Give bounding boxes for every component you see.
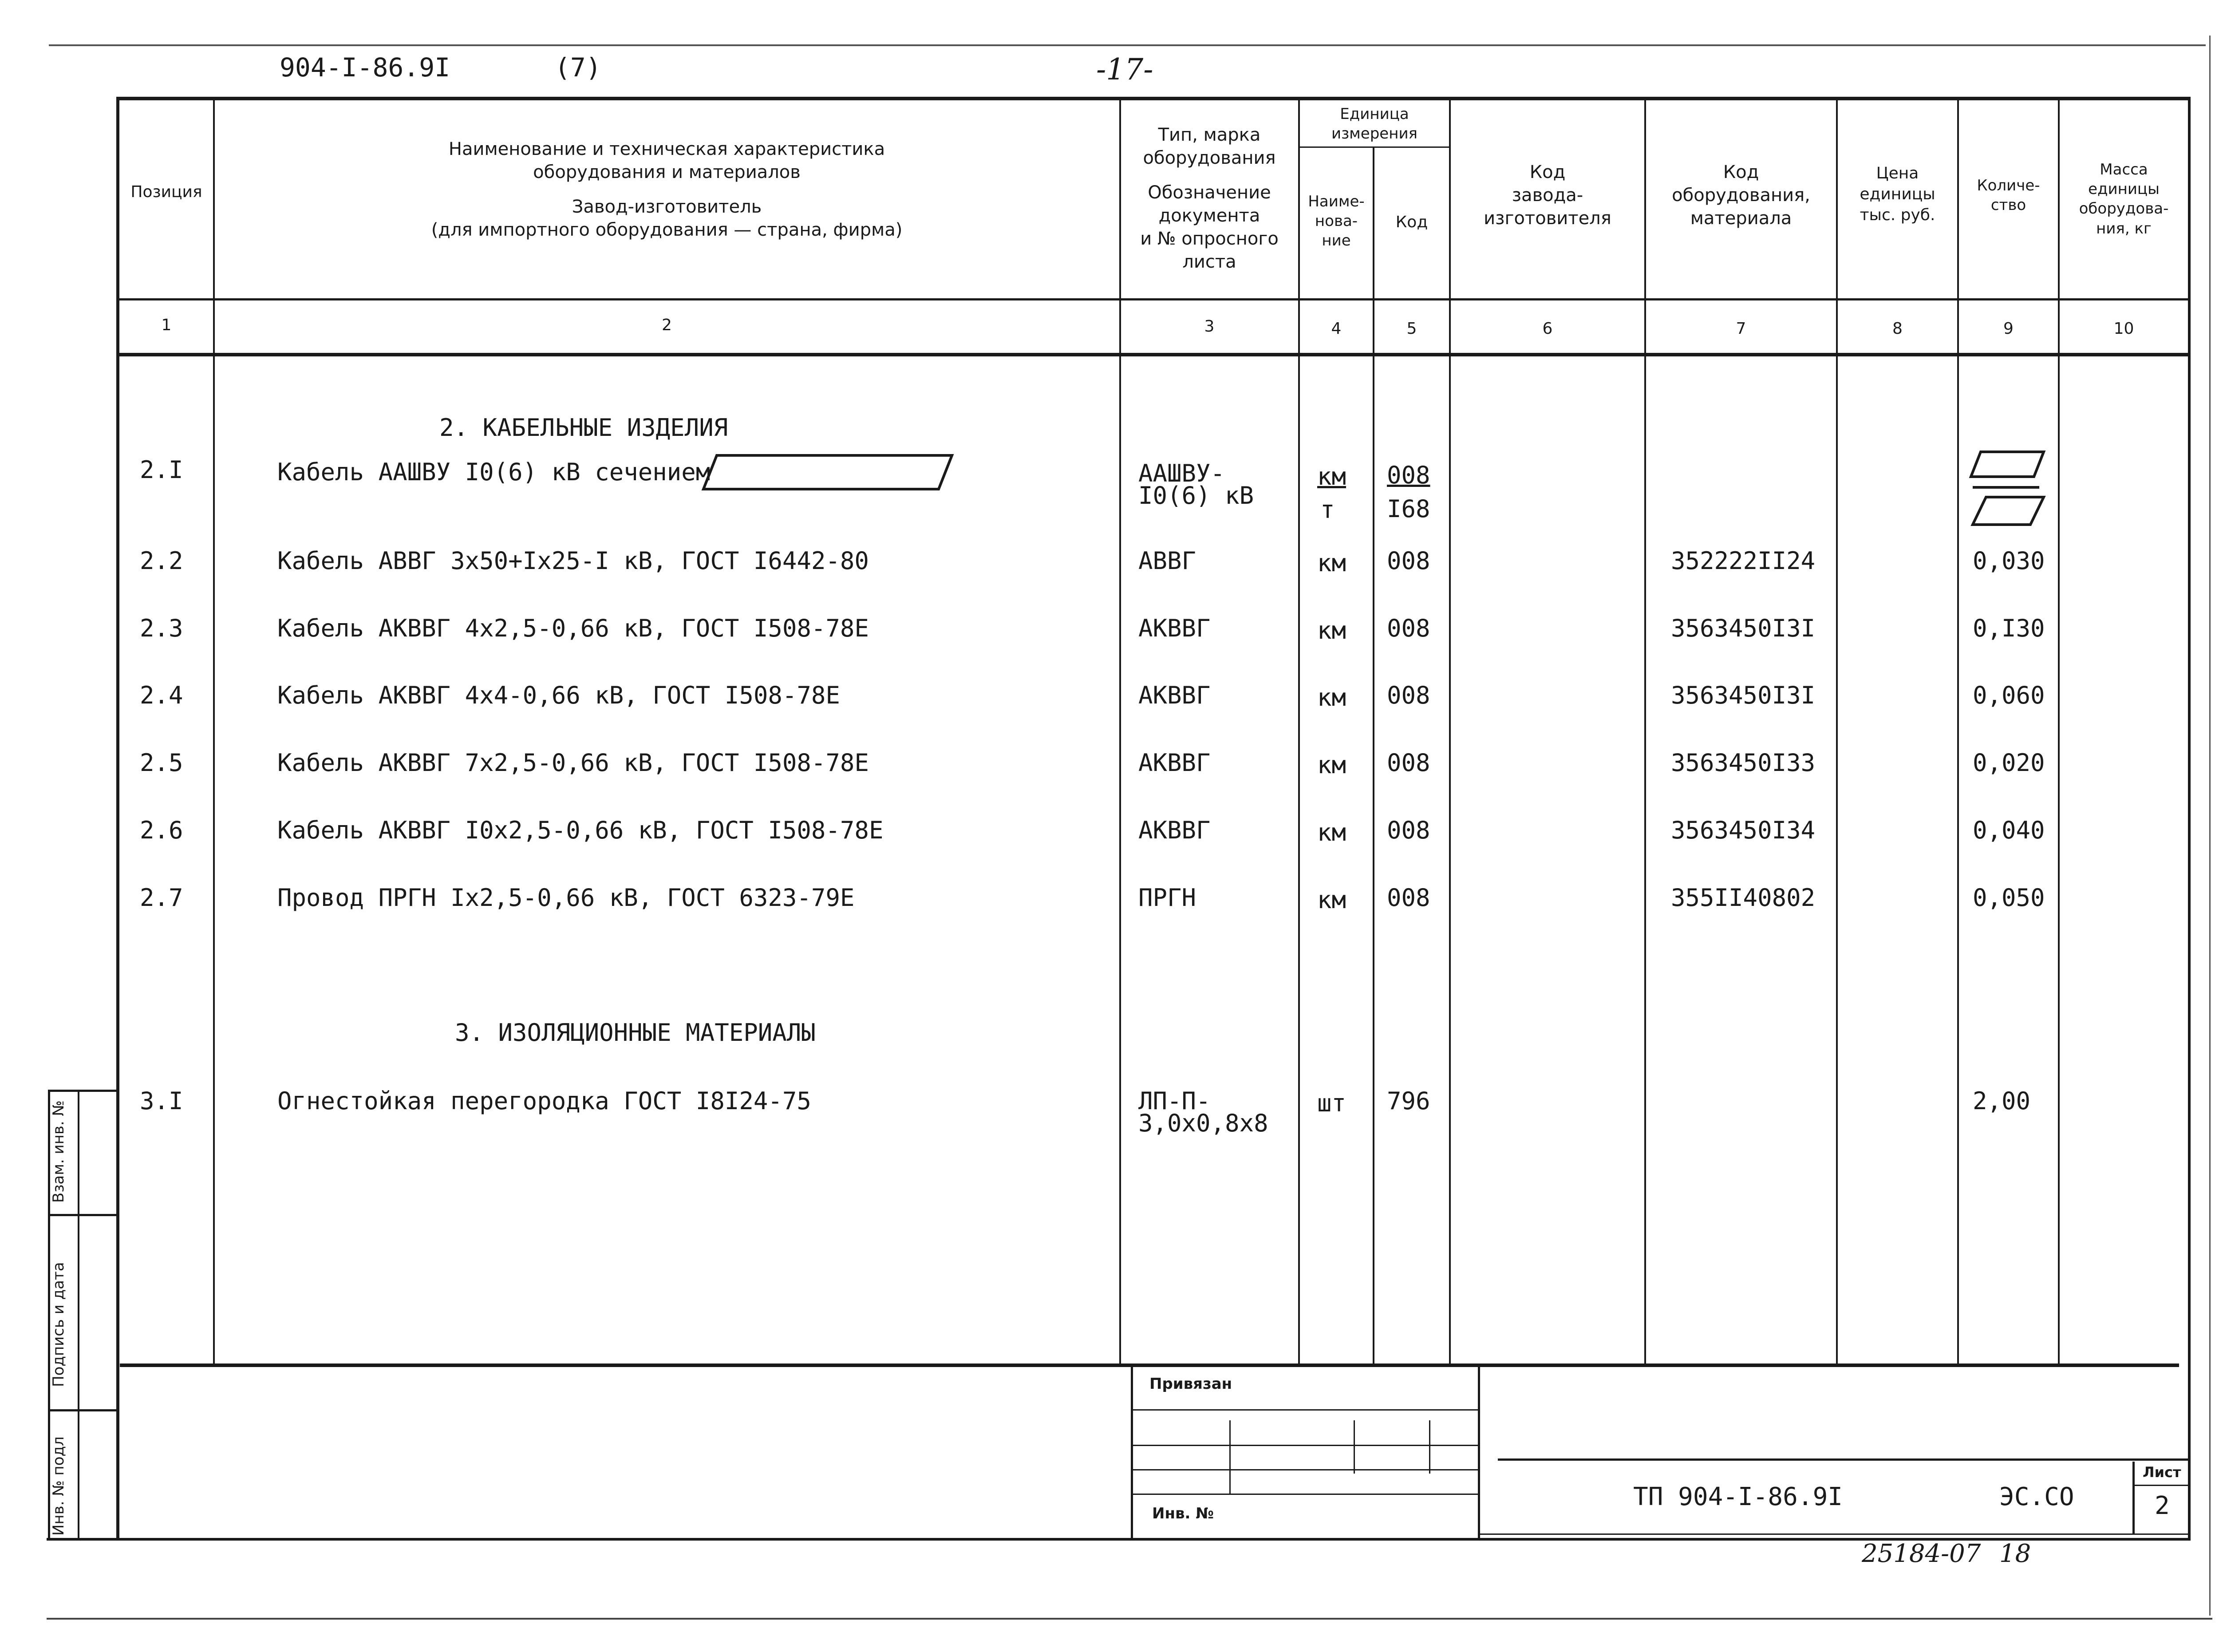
header-factory-code: Код завода- изготовителя [1484,162,1611,229]
document-number: (7) [555,52,601,83]
col-sep-5 [1449,97,1451,1365]
row-type: АКВВГ [1138,614,1211,642]
colnum-5: 5 [1406,320,1417,338]
row-name: Кабель АКВВГ 7х2,5-0,66 кВ, ГОСТ I508-78Е [277,749,869,777]
archive-number: 25184-07 [1862,1539,1981,1568]
row-quantity: 0,020 [1973,749,2045,777]
colnum-3: 3 [1204,317,1215,336]
header-unit-name: Наиме- нова- ние [1308,193,1365,250]
header-mass: Масса единицы оборудова- ния, кг [2079,161,2169,237]
stamp-sheet-number: 2 [2155,1491,2170,1520]
blank-fraction-icon [1964,449,2053,529]
row-unit: км [1317,886,1346,914]
col-sep-6 [1644,97,1646,1365]
frame-right-border [2188,97,2191,1541]
unit-header-divider [1298,146,1451,148]
stamp-grid-line-2 [1133,1445,1478,1446]
side-strip-sep2 [48,1409,119,1411]
stamp-grid-line-3 [1133,1469,1478,1470]
row-code: 008 [1387,614,1430,642]
row-unit: шт [1317,1089,1346,1117]
row-type-line1: ЛП-П- [1138,1087,1211,1115]
row-material-code: 3563450I34 [1671,816,1816,844]
row-name: Кабель АКВВГ I0х2,5-0,66 кВ, ГОСТ I508-78Е [277,816,884,844]
header-position: Позиция [130,183,202,201]
stamp-title-line [1498,1458,2188,1461]
stamp-grid-line-4 [1133,1494,1478,1495]
row-code: 008 [1387,547,1430,575]
colnum-8: 8 [1892,320,1903,338]
page-mark: -17- [1096,52,1153,87]
row-name: Кабель АКВВГ 4х4-0,66 кВ, ГОСТ I508-78Е [277,681,840,709]
row-material-code: 3563450I3I [1671,614,1816,642]
row-code-line1: 008 [1387,461,1430,489]
side-label-inv-podl: Инв. № подл [50,1436,67,1536]
row-type: АКВВГ [1138,749,1211,777]
row-position: 2.7 [140,884,183,912]
stamp-title-bottom [1480,1533,2190,1535]
stamp-sheet-label: Лист [2143,1464,2181,1481]
section-heading-cables: 2. КАБЕЛЬНЫЕ ИЗДЕЛИЯ [439,414,728,442]
colnum-7: 7 [1736,320,1746,338]
row-unit: км [1317,549,1346,577]
stamp-grid-vline-2 [1354,1420,1355,1474]
side-strip-mid [78,1090,79,1541]
row-position: 2.I [140,456,183,484]
row-position: 2.6 [140,816,183,844]
blank-parallelogram-icon [699,453,956,493]
row-code: 008 [1387,681,1430,709]
col-sep-1 [213,97,215,1365]
col-sep-2 [1119,97,1121,1365]
row-type-line1: ААШВУ- [1138,459,1225,487]
stamp-grid-vline-3 [1429,1420,1430,1474]
colnum-6: 6 [1542,320,1553,338]
col-sep-8 [1957,97,1959,1365]
row-material-code: 3563450I33 [1671,749,1816,777]
stamp-grid-vline-1 [1229,1420,1231,1494]
row-position: 3.I [140,1087,183,1115]
row-name: Кабель АВВГ 3х50+Iх25-I кВ, ГОСТ I6442-80 [277,547,869,575]
stamp-grid-line-1 [1133,1409,1478,1411]
row-unit: км [1317,751,1346,779]
stamp-inv-label: Инв. № [1152,1505,1214,1522]
row-code-line2: I68 [1387,495,1430,523]
page-edge-line [2209,36,2211,1616]
row-type: АКВВГ [1138,681,1211,709]
col-sep-3 [1298,97,1300,1365]
row-type-line2: I0(6) кВ [1138,482,1254,510]
colnum-10: 10 [2113,320,2134,338]
top-rule [49,44,2206,46]
stamp-left-border [1131,1365,1133,1538]
stamp-sheet-divider [2135,1485,2190,1486]
col-sep-7 [1836,97,1838,1365]
colnum-2: 2 [662,316,672,334]
header-name: Наименование и техническая характеристика оборудования и материалов Завод-изготовитель (для импортного оборудования — страна, фирма) [431,139,903,240]
row-type: АВВГ [1138,547,1196,575]
colnum-1: 1 [161,316,172,334]
frame-left-border [116,97,119,1541]
row-code: 008 [1387,749,1430,777]
row-type: ПРГН [1138,884,1196,912]
row-type: АКВВГ [1138,816,1211,844]
colnum-9: 9 [2003,320,2014,338]
row-quantity: 0,I30 [1973,614,2045,642]
section-heading-insulation: 3. ИЗОЛЯЦИОННЫЕ МАТЕРИАЛЫ [455,1019,816,1047]
side-strip-sep1 [48,1214,119,1216]
row-quantity: 0,030 [1973,547,2045,575]
row-unit-line1: км [1317,462,1346,490]
row-code: 796 [1387,1087,1430,1115]
body-bottom-border [120,1363,2179,1367]
row-quantity: 0,060 [1973,681,2045,709]
row-code: 008 [1387,816,1430,844]
stamp-privyazan-label: Привязан [1149,1375,1232,1393]
stamp-document-code: ТП 904-I-86.9I [1633,1482,1843,1511]
stamp-sheet-border [2132,1462,2135,1533]
header-unit-group: Единица измерения [1331,105,1418,143]
row-name: Провод ПРГН Iх2,5-0,66 кВ, ГОСТ 6323-79Е [277,884,855,912]
header-type: Тип, марка оборудования Обозначение документа и № опросного листа [1140,125,1279,272]
bottom-rule [47,1618,2212,1620]
row-type-line2: 3,0х0,8х8 [1138,1109,1268,1137]
row-quantity: 0,050 [1973,884,2045,912]
row-code: 008 [1387,884,1430,912]
document-code: 904-I-86.9I [280,52,450,83]
row-position: 2.2 [140,547,183,575]
row-name: Огнестойкая перегородка ГОСТ I8I24-75 [277,1087,811,1115]
row-name: Кабель АКВВГ 4х2,5-0,66 кВ, ГОСТ I508-78Е [277,614,869,642]
row-position: 2.3 [140,614,183,642]
row-quantity: 0,040 [1973,816,2045,844]
row-position: 2.4 [140,681,183,709]
row-name: Кабель ААШВУ I0(6) кВ сечением [277,458,711,486]
header-material-code: Код оборудования, материала [1672,162,1810,229]
colnum-bottom-border [118,353,2190,356]
archive-sheet: 18 [1999,1539,2031,1568]
stamp-document-mark: ЭС.СО [1999,1482,2074,1511]
row-material-code: 355II40802 [1671,884,1816,912]
header-quantity: Количе- ство [1977,177,2040,214]
colnum-4: 4 [1331,320,1342,338]
table-top-border [118,97,2190,100]
side-strip-top [48,1090,119,1092]
row-unit-line2: т [1320,496,1335,524]
row-material-code: 352222II24 [1671,547,1816,575]
header-price: Цена единицы тыс. руб. [1860,164,1935,224]
side-label-podpis: Подпись и дата [50,1262,67,1387]
row-material-code: 3563450I3I [1671,681,1816,709]
row-quantity: 2,00 [1973,1087,2031,1115]
header-bottom-border [118,298,2190,300]
col-sep-9 [2058,97,2060,1365]
row-unit: км [1317,617,1346,644]
header-unit-code: Код [1395,213,1428,231]
row-unit: км [1317,818,1346,846]
side-label-vzam: Взам. инв. № [50,1100,67,1203]
row-position: 2.5 [140,749,183,777]
row-unit: км [1317,684,1346,711]
stamp-mid-border [1478,1365,1480,1538]
